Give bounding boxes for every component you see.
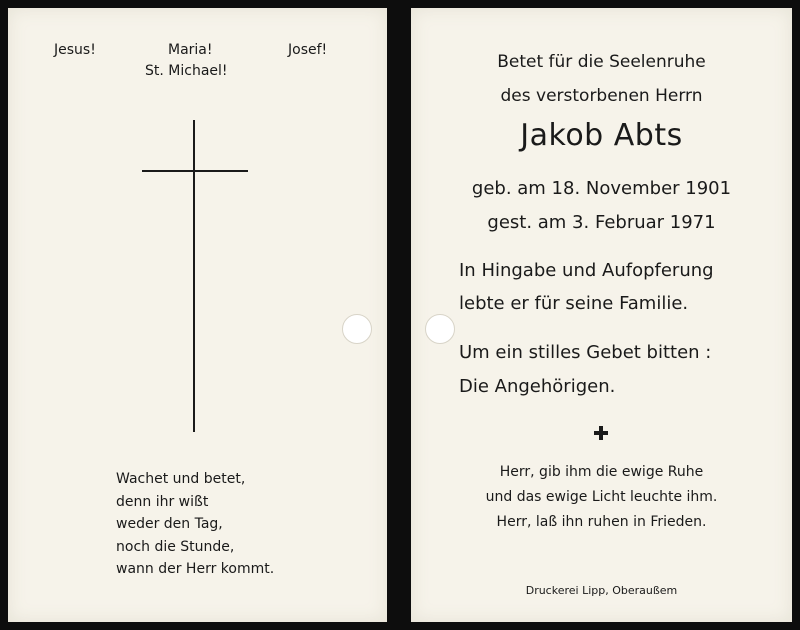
printer-credit: Druckerei Lipp, Oberaußem — [525, 584, 678, 597]
memorial-card-left — [8, 8, 387, 622]
verse-line: wann der Herr kommt. — [116, 561, 275, 577]
verse-line: noch die Stunde, — [116, 538, 235, 555]
prayer-block — [411, 460, 792, 535]
verse-line: weder den Tag, — [116, 516, 223, 532]
prayer-line: und das ewige Licht leuchte ihm. — [485, 489, 718, 505]
death-date: gest. am 3. Februar 1971 — [487, 212, 716, 233]
prayer-line: Herr, laß ihn ruhen in Frieden. — [496, 514, 707, 530]
verse-line: Wachet und betet, — [116, 471, 246, 487]
intro-line-2: des verstorbenen Herrn — [500, 86, 703, 106]
invocation-st-michael: St. Michael! — [145, 63, 228, 79]
request-line-2: Die Angehörigen. — [459, 376, 616, 397]
intro-line-1: Betet für die Seelenruhe — [497, 52, 706, 72]
verse-line: denn ihr wißt — [116, 493, 209, 510]
devotion-line-2: lebte er für seine Familie. — [459, 293, 689, 314]
punch-hole-right — [425, 314, 455, 344]
invocation-maria: Maria! — [168, 42, 213, 58]
verse-block — [116, 468, 274, 581]
memorial-card-right — [411, 8, 792, 622]
small-cross-icon — [594, 426, 608, 440]
prayer-line: Herr, gib ihm die ewige Ruhe — [499, 464, 704, 480]
request-line-1: Um ein stilles Gebet bitten : — [459, 342, 712, 363]
punch-hole-left — [342, 314, 372, 344]
invocation-jesus: Jesus! — [54, 42, 96, 58]
birth-date: geb. am 18. November 1901 — [471, 178, 732, 199]
invocation-josef: Josef! — [288, 42, 328, 58]
devotion-line-1: In Hingabe und Aufopferung — [459, 260, 714, 281]
deceased-name: Jakob Abts — [520, 118, 683, 153]
